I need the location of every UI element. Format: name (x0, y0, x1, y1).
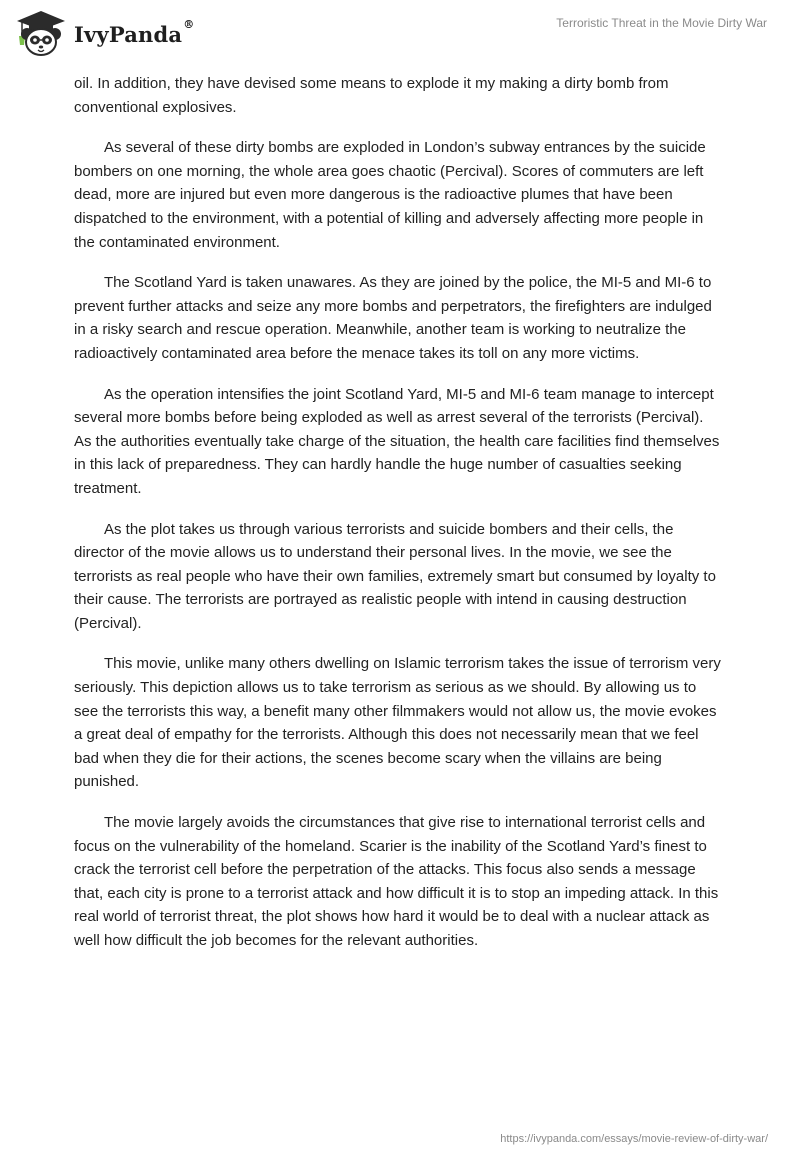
paragraph: This movie, unlike many others dwelling on Islamic terrorism takes the issue of terrorism very seriously. This depiction allows us to take terrorism as serious as we should. By allowing us to see the terrorists this way, a benefit many other filmmakers would not allow us, the movie evokes a great deal of empathy for the terrorists. Although this does not necessarily mean that we feel bad when they die for their actions, the scenes become scary when the villains are being punished. (74, 655, 721, 791)
essay-body (74, 72, 722, 970)
panda-graduate-icon (14, 7, 68, 61)
registered-mark: ® (183, 17, 195, 31)
logo-text: IvyPanda (74, 21, 183, 47)
paragraph: As the plot takes us through various terrorists and suicide bombers and their cells, the director of the movie allows us to understand their personal lives. In the movie, we see the terrorists as real people who have their own families, extremely smart but consumed by loyalty to their cause. The terrorists are portrayed as realistic people with intend in causing destruction (Percival). (74, 520, 716, 632)
paragraph: oil. In addition, they have devised some means to explode it my making a dirty bomb from conventional explosives. (74, 75, 669, 116)
document-title: Terroristic Threat in the Movie Dirty War (556, 16, 767, 30)
paragraph: As several of these dirty bombs are exploded in London’s subway entrances by the suicide bombers on one morning, the whole area goes chaotic (Percival). Scores of commuters are left dead, more are injured but even more dangerous is the radioactive plumes that have been dispatched to the environment, with a potential of killing and adversely affecting more people in the contaminated environment. (74, 139, 706, 251)
paragraph: The Scotland Yard is taken unawares. As they are joined by the police, the MI-5 and MI-6 to prevent further attacks and seize any more bombs and perpetrators, the firefighters are indulged in a risky search and rescue operation. Meanwhile, another team is working to neutralize the radioactively contaminated area before the menace takes its toll on any more victims. (74, 274, 712, 362)
ivypanda-logo[interactable] (14, 6, 194, 62)
paragraph: As the operation intensifies the joint Scotland Yard, MI-5 and MI-6 team manage to intercept several more bombs before being exploded as well as arrest several of the terrorists (Percival). As the authorities eventually take charge of the situation, the health care facilities find themselves in this lack of preparedness. They can hardly handle the huge number of casualties seeking treatment. (74, 385, 720, 497)
source-url-link[interactable]: https://ivypanda.com/essays/movie-review-of-dirty-war/ (500, 1133, 768, 1145)
logo-wordmark (74, 17, 195, 47)
page-header (0, 0, 800, 70)
paragraph: The movie largely avoids the circumstances that give rise to international terrorist cells and focus on the vulnerability of the homeland. Scarier is the inability of the Scotland Yard’s finest to crack the terrorist cell before the perpetration of the attacks. This focus also sends a message that, each city is prone to a terrorist attack and how difficult it is to stop an impeding attack. In this real world of terrorist threat, the plot shows how hard it would be to deal with a nuclear attack as well how difficult the job becomes for the relevant authorities. (74, 814, 719, 949)
